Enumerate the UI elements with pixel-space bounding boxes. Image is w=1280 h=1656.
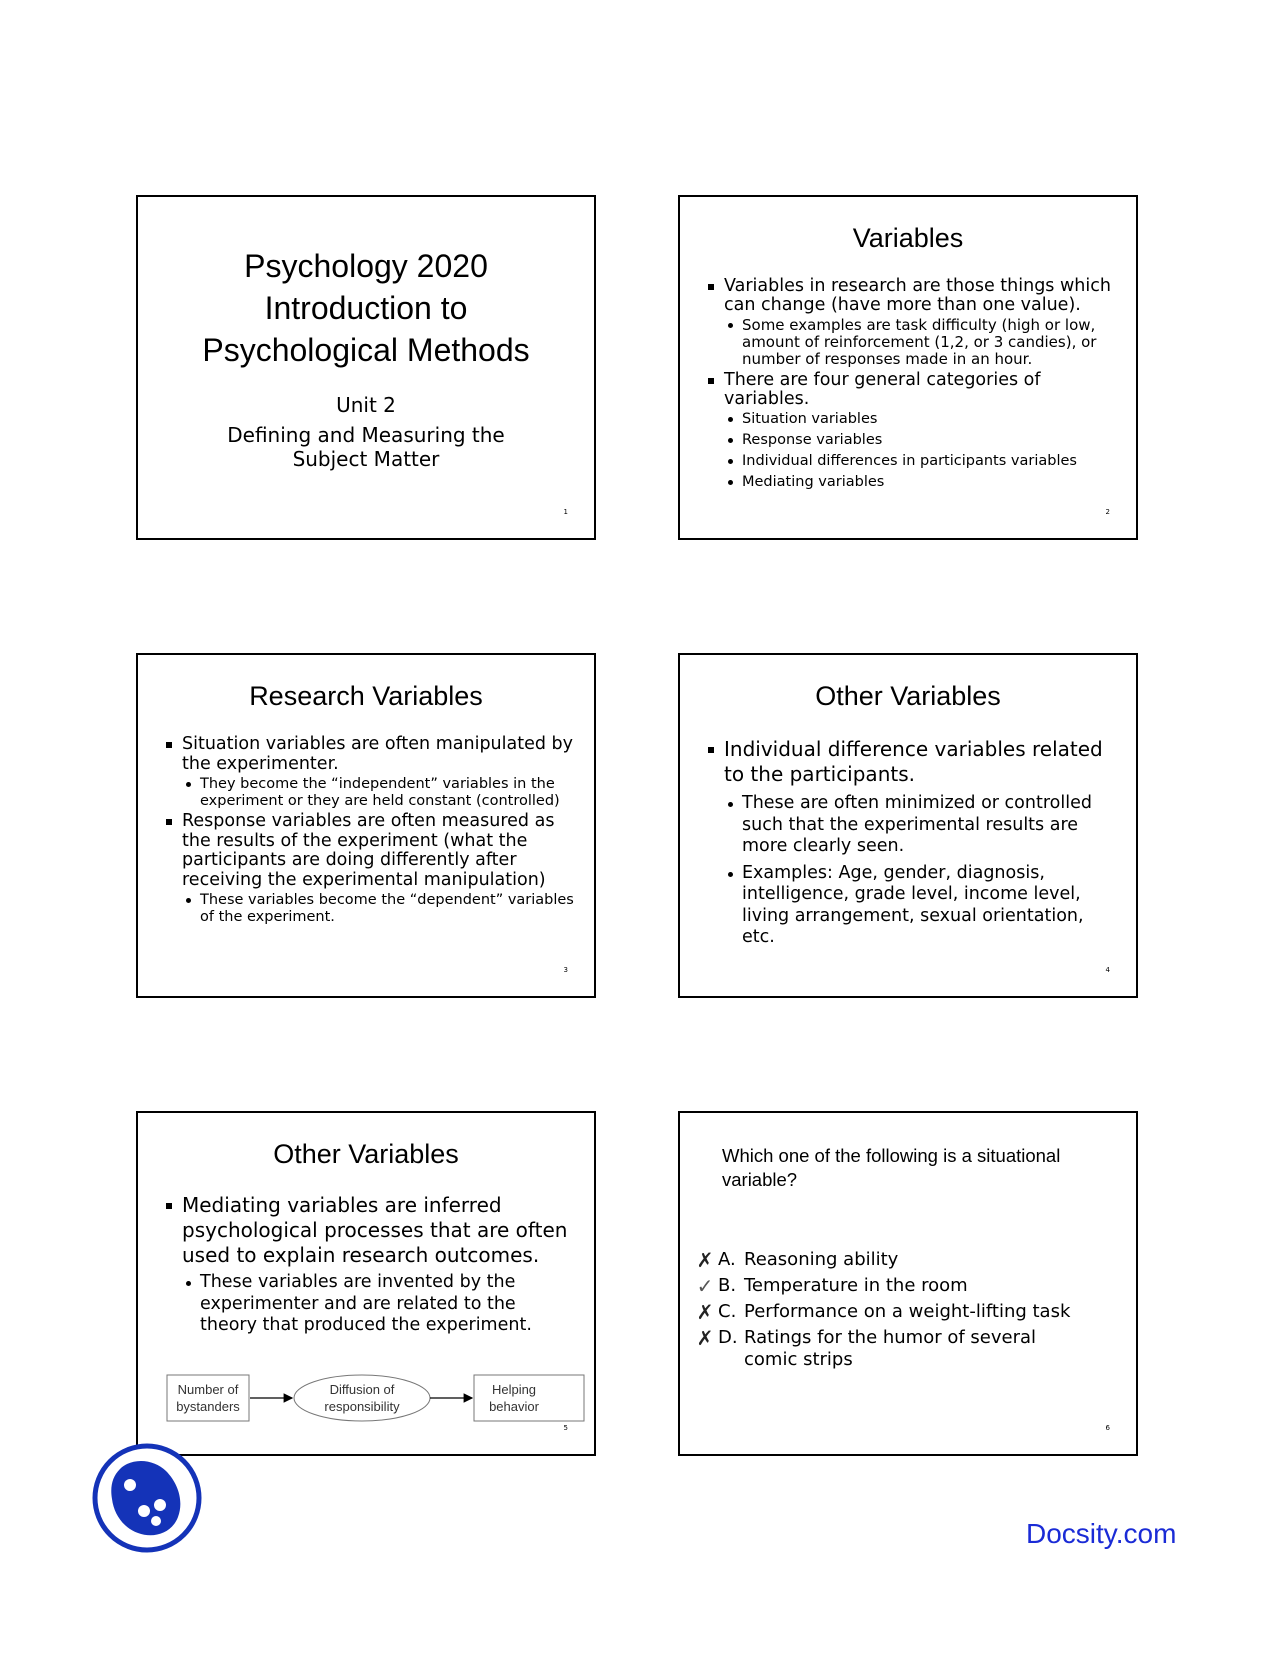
docsity-logo-icon	[92, 1443, 202, 1553]
title-line: Introduction to	[264, 290, 468, 326]
box-label: bystanders	[176, 1399, 240, 1414]
sub-bullet: They become the “independent” variables in the experiment or they are held constant (controlled)	[186, 776, 574, 809]
answer-option	[694, 1275, 1116, 1297]
slide-number: 4	[1105, 966, 1110, 974]
docsity-brand-link[interactable]: Docsity.com	[1026, 1518, 1177, 1549]
sub-bullet: Response variables	[728, 432, 1116, 449]
slide-1-subtitle	[138, 423, 594, 471]
answer-list	[694, 1249, 1116, 1375]
title-line: Psychological Methods	[202, 332, 530, 368]
slide-content	[708, 277, 1116, 495]
slide-title: Research Variables	[249, 681, 483, 711]
bullet: There are four general categories of variables.	[708, 371, 1116, 409]
slide-1-title	[138, 245, 594, 371]
check-mark-icon: ✓	[696, 1274, 714, 1298]
x-mark-icon: ✗	[696, 1300, 714, 1324]
sub-bullet: These are often minimized or controlled such that the experimental results are more clearly seen.	[728, 793, 1116, 858]
mediating-variable-diagram	[166, 1371, 586, 1435]
slide-5	[136, 1111, 596, 1456]
ellipse-label: responsibility	[324, 1399, 400, 1414]
bullet: Variables in research are those things which can change (have more than one value).	[708, 277, 1116, 315]
slide-number: 2	[1105, 508, 1110, 516]
title-line: Psychology 2020	[244, 248, 488, 284]
slide-content	[166, 735, 574, 928]
subtitle-line: Defining and Measuring the	[227, 423, 505, 447]
bullet: Response variables are often measured as the results of the experiment (what the participants are doing differently after receiving the experimental manipulation)	[166, 812, 574, 890]
slide-6	[678, 1111, 1138, 1456]
answer-option	[694, 1301, 1116, 1323]
bullet: Situation variables are often manipulated by the experimenter.	[166, 735, 574, 774]
answer-text: Performance on a weight-lifting task	[744, 1301, 1071, 1322]
slide-number: 6	[1105, 1424, 1110, 1432]
answer-text: Ratings for the humor of several comic strips	[744, 1327, 1037, 1370]
sub-bullet: These variables are invented by the experimenter and are related to the theory that produced the experiment.	[186, 1272, 574, 1337]
box-label: Number of	[177, 1382, 239, 1397]
answer-text: Temperature in the room	[744, 1275, 968, 1296]
answer-option	[694, 1327, 1116, 1371]
subtitle-line: Subject Matter	[292, 447, 440, 471]
slide-number: 3	[563, 966, 568, 974]
slide-2	[678, 195, 1138, 540]
slide-1	[136, 195, 596, 540]
sub-bullet: Situation variables	[728, 411, 1116, 428]
unit-label: Unit 2	[336, 393, 396, 417]
slide-3	[136, 653, 596, 998]
sub-bullet: These variables become the “dependent” variables of the experiment.	[186, 892, 574, 925]
x-mark-icon: ✗	[696, 1248, 714, 1272]
box-label: Helping	[491, 1382, 537, 1397]
slide-title: Other Variables	[273, 1139, 459, 1169]
answer-label: A.	[718, 1249, 736, 1270]
slide-content	[166, 1193, 574, 1337]
answer-label: C.	[718, 1301, 737, 1322]
slide-title: Variables	[852, 223, 964, 253]
x-mark-icon: ✗	[696, 1326, 714, 1350]
answer-label: B.	[718, 1275, 737, 1296]
sub-bullet: Individual differences in participants variables	[728, 453, 1116, 470]
slide-4	[678, 653, 1138, 998]
answer-label: D.	[718, 1327, 738, 1348]
slide-title: Other Variables	[815, 681, 1001, 711]
answer-option	[694, 1249, 1116, 1271]
box-label: behavior	[489, 1399, 539, 1414]
slide-content	[708, 737, 1116, 954]
ellipse-label: Diffusion of	[329, 1382, 395, 1397]
sub-bullet: Examples: Age, gender, diagnosis, intelligence, grade level, income level, living arrangement, sexual orientation, etc.	[728, 863, 1116, 949]
slide-number: 5	[563, 1424, 568, 1432]
slide-number: 1	[563, 508, 568, 516]
sub-bullet: Some examples are task difficulty (high or low, amount of reinforcement (1,2, or 3 candies), or number of responses made in an hour.	[728, 317, 1116, 368]
bullet: Mediating variables are inferred psychological processes that are often used to explain research outcomes.	[166, 1193, 574, 1268]
answer-text: Reasoning ability	[744, 1249, 899, 1270]
sub-bullet: Mediating variables	[728, 474, 1116, 491]
quiz-question: Which one of the following is a situational variable?	[722, 1145, 1061, 1190]
bullet: Individual difference variables related to the participants.	[708, 737, 1116, 787]
